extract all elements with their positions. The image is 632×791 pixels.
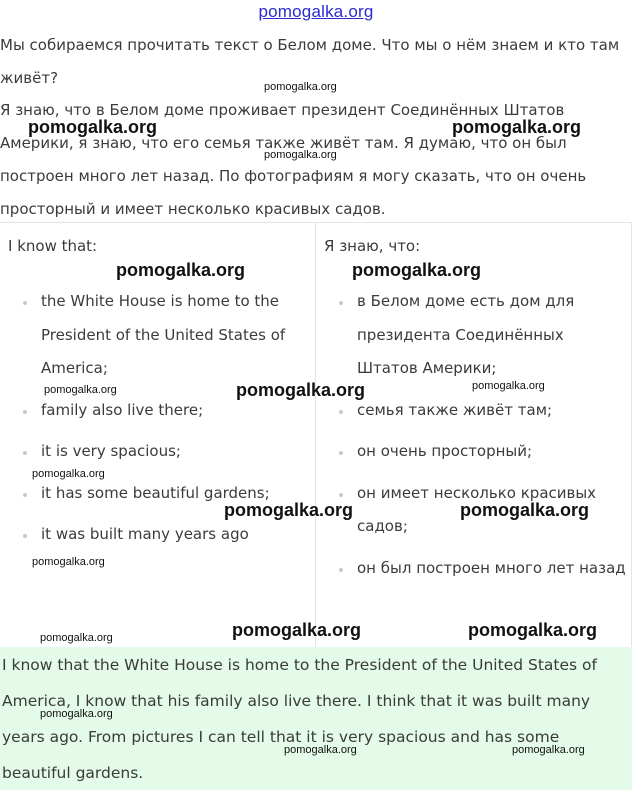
watermark: pomogalka.org <box>224 500 354 520</box>
russian-list <box>338 285 628 593</box>
english-column-heading: I know that: <box>8 237 98 255</box>
english-column <box>0 223 316 648</box>
watermark: pomogalka.org <box>40 708 113 720</box>
watermark: pomogalka.org <box>452 117 582 137</box>
russian-column <box>316 223 631 648</box>
russian-column-heading: Я знаю, что: <box>324 237 421 255</box>
watermark: pomogalka.org <box>512 744 585 756</box>
watermark: pomogalka.org <box>28 117 158 137</box>
watermark: pomogalka.org <box>468 620 598 640</box>
watermark: pomogalka.org <box>232 620 362 640</box>
watermark: pomogalka.org <box>284 744 357 756</box>
intro-question: Мы собираемся прочитать текст о Белом доме. Что мы о нём знаем и кто там живёт? <box>0 36 620 87</box>
list-item: it has some beautiful gardens; <box>22 477 307 511</box>
watermark: pomogalka.org <box>32 556 105 568</box>
watermark: pomogalka.org <box>32 468 105 480</box>
watermark: pomogalka.org <box>352 260 482 280</box>
list-item: он был построен много лет назад <box>338 552 628 586</box>
list-item: он очень просторный; <box>338 435 628 469</box>
watermark: pomogalka.org <box>264 81 337 93</box>
watermark: pomogalka.org <box>44 384 117 396</box>
watermark: pomogalka.org <box>264 149 337 161</box>
watermark: pomogalka.org <box>40 632 113 644</box>
list-item: семья также живёт там; <box>338 394 628 428</box>
list-item: the White House is home to the President of the United States of America; <box>22 285 307 386</box>
watermark: pomogalka.org <box>236 380 366 400</box>
watermark: pomogalka.org <box>116 260 246 280</box>
intro-answer: Я знаю, что в Белом доме проживает президент Соединённых Штатов Америки, я знаю, что его семья также живёт там. Я думаю, что он был построен много лет назад. По фотографиям я могу сказать, что он очень просторный и имеет несколько красивых садов. <box>0 101 587 218</box>
list-item: он имеет несколько красивых садов; <box>338 477 628 544</box>
list-item: it was built many years ago <box>22 518 307 552</box>
site-link[interactable]: pomogalka.org <box>258 2 374 21</box>
watermark: pomogalka.org <box>460 500 590 520</box>
result-paragraph: I know that the White House is home to the President of the United States of America, I know that his family also live there. I think that it was built many years ago. From pictures I can tell that it is very spacious and has some beautiful gardens. <box>2 656 597 782</box>
list-item: it is very spacious; <box>22 435 307 469</box>
watermark: pomogalka.org <box>472 380 545 392</box>
list-item: в Белом доме есть дом для президента Соединённых Штатов Америки; <box>338 285 628 386</box>
comparison-table <box>0 222 632 648</box>
list-item: family also live there; <box>22 394 307 428</box>
